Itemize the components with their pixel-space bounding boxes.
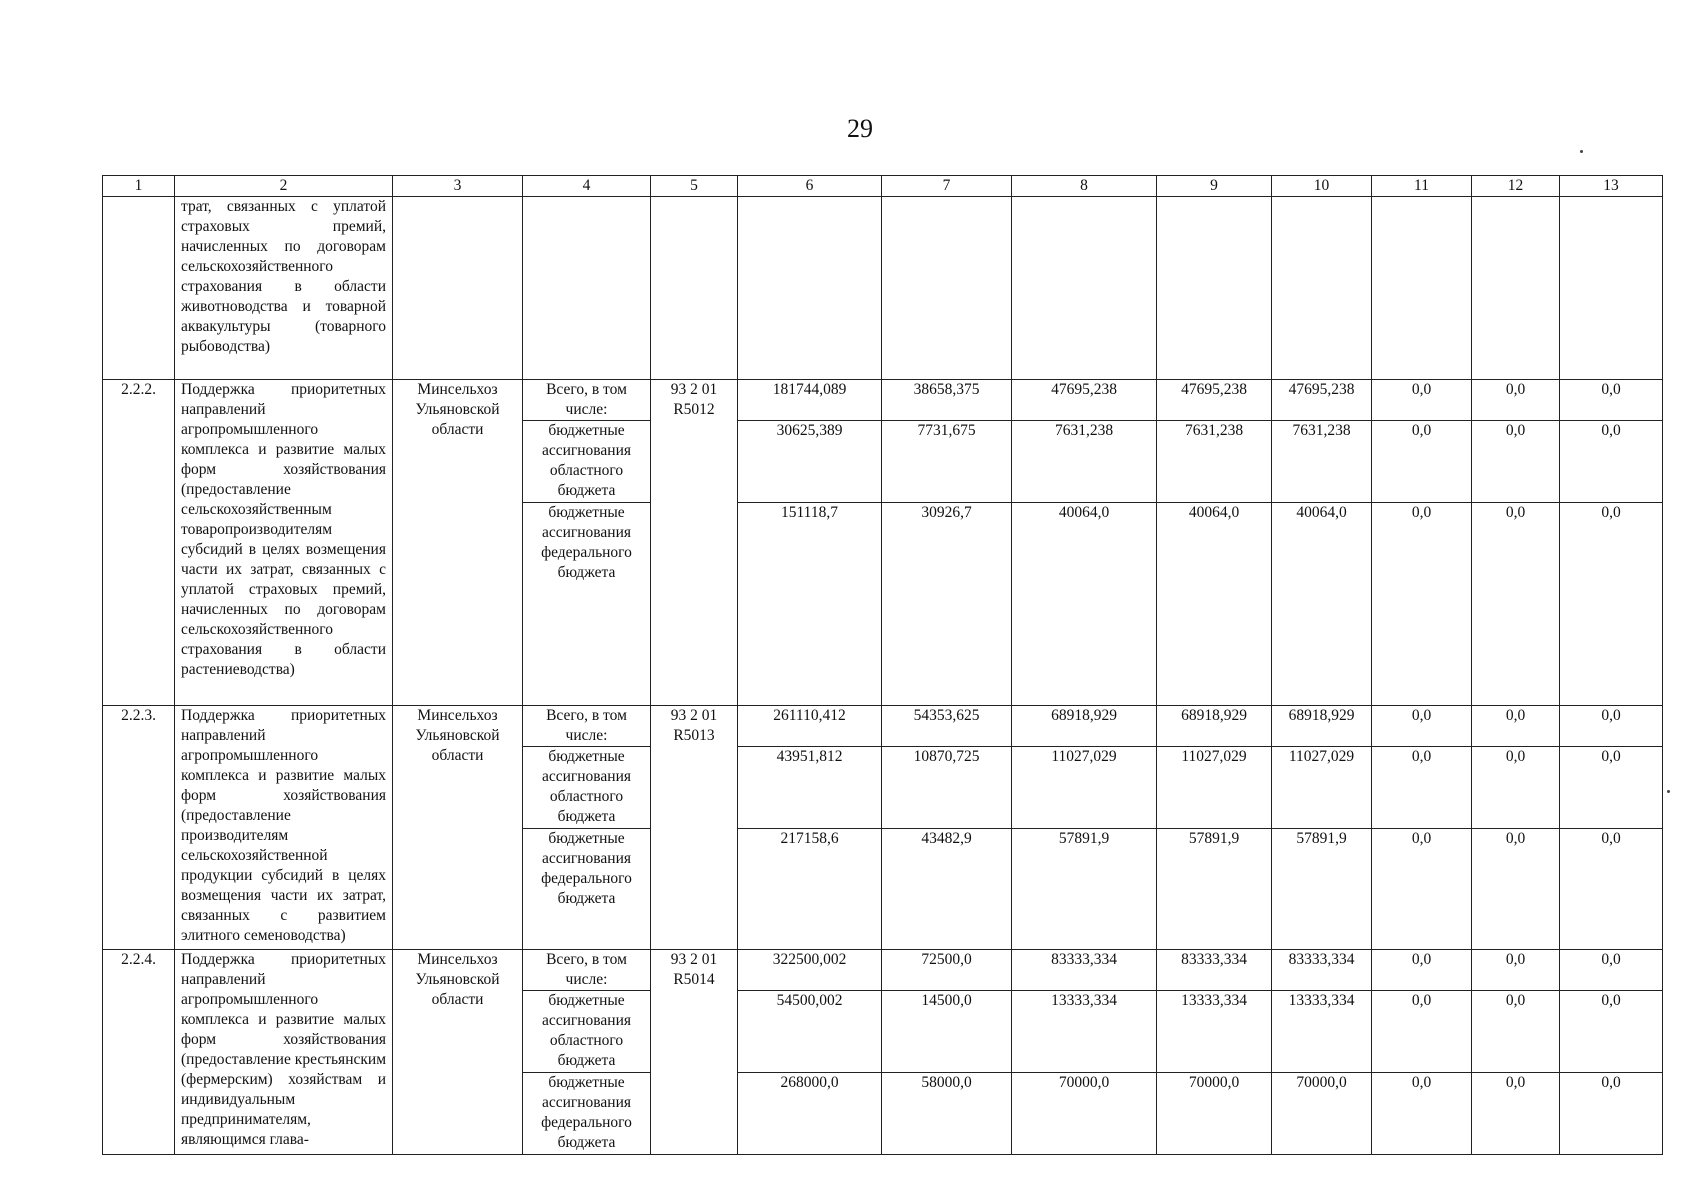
value-cell: 30926,7: [882, 503, 1012, 706]
source-cell: Всего, в том числе:: [523, 380, 651, 421]
value-cell: 47695,238: [1157, 380, 1272, 421]
value-cell: 70000,0: [1157, 1073, 1272, 1155]
source-cell: бюджетные ассигнования областного бюджета: [523, 421, 651, 503]
value-cell: 0,0: [1560, 706, 1663, 747]
value-cell: 13333,334: [1157, 991, 1272, 1073]
value-cell: 0,0: [1472, 991, 1560, 1073]
column-header: 11: [1372, 176, 1472, 197]
value-cell: 40064,0: [1012, 503, 1157, 706]
value-cell: 13333,334: [1012, 991, 1157, 1073]
column-header: 9: [1157, 176, 1272, 197]
value-cell: 54500,002: [738, 991, 882, 1073]
value-cell: 0,0: [1472, 1073, 1560, 1155]
value-cell: 0,0: [1372, 421, 1472, 503]
value-cell: 30625,389: [738, 421, 882, 503]
header-row: [103, 176, 1663, 197]
value-cell: 68918,929: [1012, 706, 1157, 747]
section-description: Поддержка приоритетных направлений агропромышленного комплекса и развитие малых форм хозяйствования (предоставление сельскохозяйственным товаропроизводителям субсидий в целях возмещения части их затрат, связанных с уплатой страховых премий, начисленных по договорам сельскохозяйственного страхования в области растениеводства): [175, 380, 393, 706]
column-header: 2: [175, 176, 393, 197]
column-header: 3: [393, 176, 523, 197]
section-number: 2.2.4.: [103, 950, 175, 1155]
value-cell: 57891,9: [1272, 829, 1372, 950]
column-header: 6: [738, 176, 882, 197]
value-cell: 0,0: [1372, 747, 1472, 829]
value-cell: 70000,0: [1012, 1073, 1157, 1155]
value-cell: 0,0: [1560, 747, 1663, 829]
value-cell: 322500,002: [738, 950, 882, 991]
table-row: [103, 706, 1663, 747]
value-cell: 11027,029: [1157, 747, 1272, 829]
section-number: 2.2.3.: [103, 706, 175, 950]
value-cell: 0,0: [1560, 503, 1663, 706]
source-cell: бюджетные ассигнования федерального бюджета: [523, 1073, 651, 1155]
value-cell: 72500,0: [882, 950, 1012, 991]
value-cell: 151118,7: [738, 503, 882, 706]
column-header: 4: [523, 176, 651, 197]
value-cell: 47695,238: [1012, 380, 1157, 421]
section-number: 2.2.2.: [103, 380, 175, 706]
num-cell: [103, 197, 175, 380]
value-cell: 47695,238: [1272, 380, 1372, 421]
value-cell: 0,0: [1560, 991, 1663, 1073]
value-cell: 11027,029: [1272, 747, 1372, 829]
value-cell: 0,0: [1372, 829, 1472, 950]
column-header: 12: [1472, 176, 1560, 197]
value-cell: 268000,0: [738, 1073, 882, 1155]
page-number: 29: [847, 114, 873, 143]
value-cell: 11027,029: [1012, 747, 1157, 829]
source-cell: Всего, в том числе:: [523, 950, 651, 991]
value-cell: 0,0: [1472, 421, 1560, 503]
value-cell: 14500,0: [882, 991, 1012, 1073]
value-cell: 13333,334: [1272, 991, 1372, 1073]
section-description: Поддержка приоритетных направлений агропромышленного комплекса и развитие малых форм хозяйствования (предоставление крестьянским (фермерским) хозяйствам и индивидуальным предпринимателям, являющимся глава-: [175, 950, 393, 1155]
speck-mark: [1580, 150, 1583, 153]
value-cell: 43482,9: [882, 829, 1012, 950]
column-header: 5: [651, 176, 738, 197]
speck-mark: [1667, 790, 1670, 793]
value-cell: 0,0: [1472, 503, 1560, 706]
value-cell: 43951,812: [738, 747, 882, 829]
value-cell: 57891,9: [1012, 829, 1157, 950]
description-cell: трат, связанных с уплатой страховых премий, начисленных по договорам сельскохозяйственного страхования в области животноводства и товарной аквакультуры (товарного рыбоводства): [175, 197, 393, 380]
value-cell: 0,0: [1560, 950, 1663, 991]
value-cell: 0,0: [1472, 950, 1560, 991]
value-cell: 83333,334: [1157, 950, 1272, 991]
value-cell: 7631,238: [1272, 421, 1372, 503]
value-cell: 0,0: [1372, 1073, 1472, 1155]
column-header: 10: [1272, 176, 1372, 197]
value-cell: 7631,238: [1157, 421, 1272, 503]
value-cell: 0,0: [1472, 706, 1560, 747]
value-cell: 0,0: [1560, 829, 1663, 950]
column-header: 13: [1560, 176, 1663, 197]
value-cell: 217158,6: [738, 829, 882, 950]
value-cell: 0,0: [1560, 380, 1663, 421]
source-cell: бюджетные ассигнования областного бюджета: [523, 991, 651, 1073]
table-row: [103, 380, 1663, 421]
source-cell: бюджетные ассигнования областного бюджета: [523, 747, 651, 829]
executor-cell: Минсельхоз Ульяновской области: [393, 380, 523, 706]
value-cell: 0,0: [1472, 829, 1560, 950]
continuation-row: [103, 197, 1663, 380]
value-cell: 0,0: [1560, 421, 1663, 503]
source-cell: бюджетные ассигнования федерального бюджета: [523, 503, 651, 706]
column-header: 1: [103, 176, 175, 197]
value-cell: 0,0: [1372, 380, 1472, 421]
value-cell: 83333,334: [1012, 950, 1157, 991]
value-cell: 0,0: [1372, 991, 1472, 1073]
value-cell: 0,0: [1560, 1073, 1663, 1155]
value-cell: 57891,9: [1157, 829, 1272, 950]
value-cell: 0,0: [1472, 380, 1560, 421]
table-row: [103, 950, 1663, 991]
value-cell: 70000,0: [1272, 1073, 1372, 1155]
value-cell: 40064,0: [1272, 503, 1372, 706]
value-cell: 7731,675: [882, 421, 1012, 503]
executor-cell: Минсельхоз Ульяновской области: [393, 706, 523, 950]
source-cell: Всего, в том числе:: [523, 706, 651, 747]
value-cell: 0,0: [1372, 950, 1472, 991]
section-description: Поддержка приоритетных направлений агропромышленного комплекса и развитие малых форм хозяйствования (предоставление производителям сельскохозяйственной продукции субсидий в целях возмещения части их затрат, связанных с развитием элитного семеноводства): [175, 706, 393, 950]
value-cell: 261110,412: [738, 706, 882, 747]
value-cell: 0,0: [1372, 503, 1472, 706]
value-cell: 40064,0: [1157, 503, 1272, 706]
executor-cell: Минсельхоз Ульяновской области: [393, 950, 523, 1155]
column-header: 7: [882, 176, 1012, 197]
value-cell: 68918,929: [1157, 706, 1272, 747]
value-cell: 7631,238: [1012, 421, 1157, 503]
value-cell: 68918,929: [1272, 706, 1372, 747]
column-header: 8: [1012, 176, 1157, 197]
value-cell: 0,0: [1472, 747, 1560, 829]
value-cell: 0,0: [1372, 706, 1472, 747]
budget-table: [102, 175, 1663, 1155]
value-cell: 10870,725: [882, 747, 1012, 829]
code-cell: 93 2 01 R5012: [651, 380, 738, 706]
value-cell: 83333,334: [1272, 950, 1372, 991]
value-cell: 58000,0: [882, 1073, 1012, 1155]
value-cell: 38658,375: [882, 380, 1012, 421]
code-cell: 93 2 01 R5014: [651, 950, 738, 1155]
source-cell: бюджетные ассигнования федерального бюджета: [523, 829, 651, 950]
value-cell: 181744,089: [738, 380, 882, 421]
code-cell: 93 2 01 R5013: [651, 706, 738, 950]
value-cell: 54353,625: [882, 706, 1012, 747]
